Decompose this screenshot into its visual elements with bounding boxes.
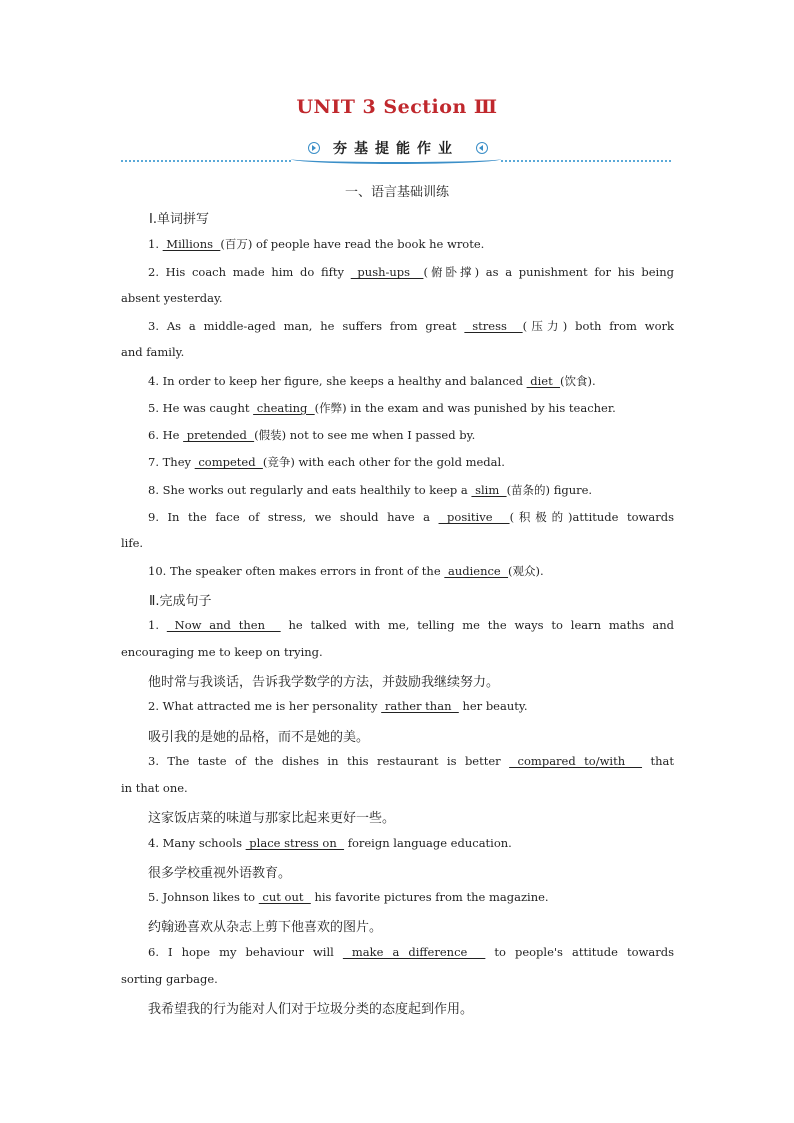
s2-item-1-post: he talked with me, telling me the ways to learn maths and bbox=[280, 618, 674, 632]
s1-item-6-post: (假装) not to see me when I passed by. bbox=[254, 428, 476, 442]
s1-item-10-answer: audience bbox=[444, 564, 509, 578]
s1-item-8 bbox=[148, 482, 674, 498]
s1-item-4-pre: 4. In order to keep her figure, she keeps a healthy and balanced bbox=[148, 374, 527, 388]
s2-item-2 bbox=[148, 699, 674, 713]
s1-item-9-answer: positive bbox=[438, 510, 510, 524]
section1-heading: Ⅰ.单词拼写 bbox=[149, 212, 209, 227]
s2-item-3 bbox=[148, 754, 674, 768]
s2-item-4-pre: 4. Many schools bbox=[148, 836, 246, 850]
s2-item-4 bbox=[148, 836, 674, 850]
s2-item-5 bbox=[148, 890, 674, 904]
s2-item-4-translation: 很多学校重视外语教育。 bbox=[148, 866, 292, 881]
s2-item-4-answer: place stress on bbox=[245, 836, 345, 850]
s1-item-10-post: (观众). bbox=[508, 564, 544, 578]
s2-item-6 bbox=[148, 945, 674, 959]
s1-item-3-pre: 3. As a middle-aged man, he suffers from great bbox=[148, 319, 465, 333]
s2-item-6-post: to people's attitude towards bbox=[485, 945, 674, 959]
s1-item-5-answer: cheating bbox=[253, 401, 315, 415]
s1-item-1-answer: Millions bbox=[162, 237, 221, 251]
s1-item-1-pre: 1. bbox=[148, 237, 163, 251]
section-banner bbox=[121, 138, 671, 164]
s1-item-8-pre: 8. She works out regularly and eats healthily to keep a bbox=[148, 483, 472, 497]
banner-dotted-line-right bbox=[501, 160, 671, 162]
s1-item-3-post: (压力) both from work bbox=[522, 319, 674, 333]
s2-item-3-cont: in that one. bbox=[121, 781, 188, 795]
s2-item-1-pre: 1. bbox=[148, 618, 167, 632]
s1-item-9 bbox=[148, 509, 674, 525]
s2-item-3-answer: compared to/with bbox=[509, 754, 643, 768]
page-title: UNIT 3 Section Ⅲ bbox=[296, 96, 498, 118]
s1-item-5-pre: 5. He was caught bbox=[148, 401, 254, 415]
s1-item-2-pre: 2. His coach made him do fifty bbox=[148, 265, 351, 279]
s1-item-2 bbox=[148, 264, 674, 280]
s2-item-2-post: her beauty. bbox=[458, 699, 528, 713]
banner-label: 夯基提能作业 bbox=[333, 141, 459, 157]
s1-item-9-cont: life. bbox=[121, 536, 144, 550]
s1-item-2-cont: absent yesterday. bbox=[121, 291, 223, 305]
s1-item-6-answer: pretended bbox=[183, 428, 255, 442]
s2-item-3-post: that bbox=[642, 754, 674, 768]
s2-item-1-answer: Now and then bbox=[166, 618, 281, 632]
s2-item-6-pre: 6. I hope my behaviour will bbox=[148, 945, 343, 959]
s1-item-7-answer: competed bbox=[194, 455, 263, 469]
s2-item-3-translation: 这家饭店菜的味道与那家比起来更好一些。 bbox=[148, 811, 396, 826]
s1-item-7 bbox=[148, 454, 674, 470]
s1-item-10-pre: 10. The speaker often makes errors in front of the bbox=[148, 564, 445, 578]
s2-item-4-post: foreign language education. bbox=[344, 836, 512, 850]
s1-item-7-post: (竞争) with each other for the gold medal. bbox=[262, 455, 505, 469]
s1-item-9-post: (积极的)attitude towards bbox=[509, 510, 674, 524]
s2-item-6-answer: make a difference bbox=[342, 945, 486, 959]
s1-item-8-post: (苗条的) figure. bbox=[506, 483, 593, 497]
s2-item-5-answer: cut out bbox=[258, 890, 311, 904]
s2-item-1-cont: encouraging me to keep on trying. bbox=[121, 645, 323, 659]
s2-item-1 bbox=[148, 618, 674, 632]
s1-item-8-answer: slim bbox=[471, 483, 507, 497]
s2-item-5-pre: 5. Johnson likes to bbox=[148, 890, 259, 904]
s2-item-3-pre: 3. The taste of the dishes in this restaurant is better bbox=[148, 754, 510, 768]
s1-item-1 bbox=[148, 236, 674, 252]
s1-item-6 bbox=[148, 427, 674, 443]
s1-item-4-post: (饮食). bbox=[560, 374, 596, 388]
s1-item-5 bbox=[148, 400, 674, 416]
s1-item-4-answer: diet bbox=[526, 374, 561, 388]
s1-item-6-pre: 6. He bbox=[148, 428, 184, 442]
s1-item-2-answer: push-ups bbox=[350, 265, 424, 279]
s2-item-1-translation: 他时常与我谈话，告诉我学数学的方法，并鼓励我继续努力。 bbox=[148, 675, 500, 690]
s1-item-5-post: (作弊) in the exam and was punished by his teacher. bbox=[314, 401, 616, 415]
s2-item-2-translation: 吸引我的是她的品格，而不是她的美。 bbox=[148, 730, 370, 745]
section2-heading: Ⅱ.完成句子 bbox=[149, 594, 212, 609]
s1-item-1-post: (百万) of people have read the book he wrote. bbox=[220, 237, 485, 251]
s2-item-6-cont: sorting garbage. bbox=[121, 972, 218, 986]
s1-item-2-post: (俯卧撑) as a punishment for his being bbox=[423, 265, 675, 279]
s2-item-5-post: his favorite pictures from the magazine. bbox=[310, 890, 549, 904]
part-heading: 一、语言基础训练 bbox=[344, 185, 449, 200]
s2-item-6-translation: 我希望我的行为能对人们对于垃圾分类的态度起到作用。 bbox=[148, 1002, 474, 1017]
s2-item-5-translation: 约翰逊喜欢从杂志上剪下他喜欢的图片。 bbox=[148, 920, 383, 935]
s1-item-9-pre: 9. In the face of stress, we should have a bbox=[148, 510, 439, 524]
s1-item-3-answer: stress bbox=[464, 319, 523, 333]
s1-item-3-cont: and family. bbox=[121, 345, 185, 359]
s2-item-2-answer: rather than bbox=[381, 699, 459, 713]
banner-dotted-line-left bbox=[121, 160, 291, 162]
s2-item-2-pre: 2. What attracted me is her personality bbox=[148, 699, 382, 713]
s1-item-4 bbox=[148, 373, 674, 389]
s1-item-3 bbox=[148, 318, 674, 334]
s1-item-7-pre: 7. They bbox=[148, 455, 195, 469]
s1-item-10 bbox=[148, 563, 674, 579]
